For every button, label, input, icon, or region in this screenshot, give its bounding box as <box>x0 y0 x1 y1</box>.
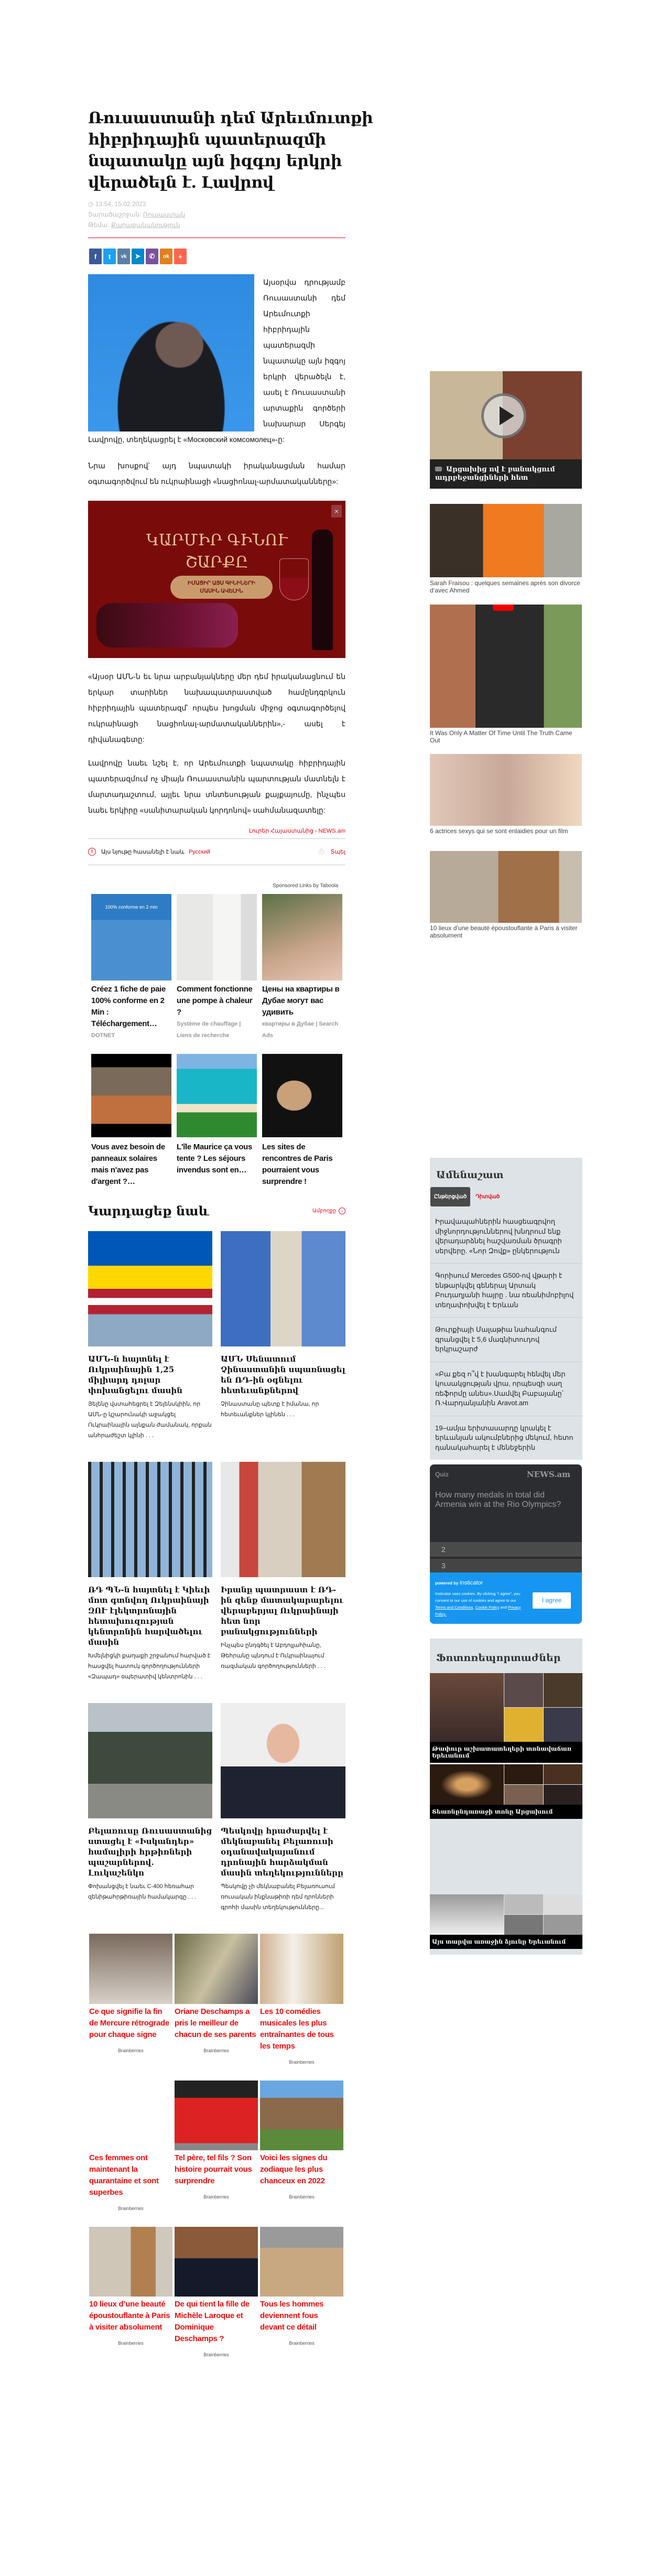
article-meta <box>88 199 345 230</box>
read-more-heading: Կարդացեք նաև <box>88 1203 209 1219</box>
photo-report-caption: Թափուր աշխատատեղերի տոնավաճառ Երեւանում <box>430 1742 582 1763</box>
print-icon[interactable]: ⎙ <box>318 847 324 856</box>
read-more-header <box>88 1203 345 1219</box>
sponsored-card[interactable] <box>262 1054 342 1188</box>
promo-title: 10 lieux d’une beauté époustouflante à Paris à visiter absolument <box>89 2300 170 2332</box>
news-image <box>88 1703 212 1818</box>
promo-image <box>430 851 582 923</box>
cookie-consent <box>430 1572 582 1624</box>
viber-icon[interactable]: ✆ <box>146 249 158 264</box>
twitter-icon[interactable]: t <box>103 249 116 264</box>
promo-title: De qui tient la fille de Michèle Laroque et Dominique Deschamps ? <box>175 2300 250 2343</box>
read-more-grid <box>88 1231 345 1913</box>
sponsored-card[interactable] <box>91 1054 171 1188</box>
list-item[interactable]: Թուրքիայի Մալաթիա նահանգում գրանցվել է 5,6 մագնիտուդով երկրաշարժ <box>430 1318 582 1362</box>
sidebar-promo[interactable] <box>430 754 582 835</box>
news-title: ՌԴ ՊՆ-ն հայտնել է Կիեւի մոտ գտնվող Ուկրաինայի ԶՈՒ էլեկտրոնային հետախուզության կենտրոնին հարվածելու մասին <box>88 1585 210 1647</box>
promo-image <box>260 1934 343 2004</box>
promo-source: Brainberries <box>289 2341 315 2346</box>
sponsored-grid <box>88 894 345 1188</box>
promo-source: Brainberries <box>203 2352 229 2357</box>
article-paragraph: Նրա խոսքով՝ այդ նպատակի իրականացման համար օգտագործվում են ուկրաինացի «նացիոնալ-արմատականները»: <box>88 461 345 486</box>
sponsored-card[interactable] <box>177 894 257 1041</box>
photo-report-caption: Այս տարվա առաջին ձյունը Երեւանում <box>430 1935 582 1949</box>
topic-link[interactable]: Քաղաքականություն <box>111 221 180 229</box>
sponsored-source: квартиры в Дубае | Search Ads <box>262 1021 338 1039</box>
tab-most-viewed[interactable]: Դիտված <box>475 1194 500 1200</box>
promo-card[interactable] <box>260 1934 343 2065</box>
youtube-icon <box>493 605 514 611</box>
news-title: Պեսկովը հրաժարվել է մեկնաբանել Բելառուսի օդանավակայանում դրոնային հարձակման մասին տեղեկությունները <box>221 1826 344 1878</box>
article-paragraph: «Այսօր ԱՄՆ-ն եւ նրա արբանյակները մեր դեմ իրականացնում են երկար տարիներ նախապատրաստված համընդգրկուն հիբրիդային պատերազմ՝ որպես խոցման միջոց օգտագործելով ուկրաինացի նացիոնալ-արմատականներին»,- ասել է դիվանագետը: <box>88 672 345 743</box>
quiz-widget[interactable] <box>430 1464 582 1624</box>
news-logo: NEWS.am <box>526 1470 570 1479</box>
quiz-option[interactable]: 2 <box>430 1542 582 1557</box>
sponsored-title: L'île Maurice ça vous tente ? Les séjours invendus sont en… <box>177 1143 252 1174</box>
promo-caption: 6 actrices sexys qui se sont enlaidies pour un film <box>430 827 568 835</box>
ad-cta-button[interactable]: ԻՄԱՑԻՐ ԱՅՍ ԳԻՆԻՆԵՐԻ ՄԱՍԻՆ ԱՎԵԼԻՆ <box>170 576 273 599</box>
promo-source: Brainberries <box>289 2060 315 2065</box>
article-body <box>88 274 345 818</box>
promo-image <box>430 754 582 826</box>
region-label: Տարածաշրջան: <box>88 211 142 218</box>
video-caption: Արցախից ով է բանակցում ադրբեջանցիների հետ <box>435 466 555 482</box>
video-thumbnail <box>430 371 582 459</box>
sidebar-promo[interactable] <box>430 605 582 744</box>
sponsored-image <box>177 894 257 980</box>
article-photo <box>88 274 254 432</box>
promo-title: Ce que signifie la fin de Mercure rétrograde pour chaque signe <box>89 2007 169 2039</box>
sidebar-promo[interactable] <box>430 851 582 939</box>
language-notice <box>88 839 345 865</box>
video-block[interactable] <box>430 371 582 489</box>
photo-report[interactable] <box>430 1764 582 1819</box>
plus-icon[interactable]: + <box>174 249 187 264</box>
cookie-policy-link[interactable]: Cookie Policy <box>475 1605 500 1610</box>
promo-source: Brainberries <box>289 2194 315 2200</box>
sponsored-card[interactable] <box>91 894 171 1041</box>
promo-image <box>260 2227 343 2297</box>
quiz-label: Quiz <box>435 1471 449 1478</box>
facebook-icon[interactable]: f <box>89 249 102 264</box>
news-desc: Յելենը վստահեցրել է Զելենսկիին, որ ԱՄՆ-ը կշարունակի աջակցել Ուկրաինային այնքան ժամանակ, որքան անհրաժեշտ կլինի . . . <box>88 1401 212 1439</box>
promo-card[interactable] <box>260 2081 343 2211</box>
promo-title: Oriane Deschamps a pris le meilleur de chacun de ses parents <box>175 2007 256 2039</box>
consent-body: Insticator uses cookies. By clicking “I agree”, you consent to our use of cookies and agree to our <box>435 1591 521 1603</box>
sponsored-title: Créez 1 fiche de paie 100% conforme en 2 Min : Téléchargement… <box>91 985 166 1028</box>
news-card[interactable] <box>88 1462 212 1682</box>
sponsored-image <box>262 894 342 980</box>
telegram-icon[interactable]: ➤ <box>132 249 144 264</box>
sponsored-card[interactable] <box>177 1054 257 1188</box>
vk-icon[interactable]: vk <box>117 249 130 264</box>
sponsored-title: Vous avez besoin de panneaux solaires mais n'avez pas d'argent ?… <box>91 1143 165 1186</box>
share-bar <box>88 249 345 264</box>
sponsored-card[interactable] <box>262 894 342 1041</box>
wine-glass-image <box>279 558 309 600</box>
promo-card[interactable] <box>89 2227 172 2357</box>
news-desc: Փոխանցվել է նաեւ C-400 հեռահար զենիթահրթիռային համակարգը . . . <box>88 1883 197 1900</box>
news-title: ԱՄՆ Սենատում Չինաստանին սպառնացել են ՌԴ-ին օգնելու հետեւանքներով <box>221 1354 345 1395</box>
promo-grid <box>88 1934 345 2357</box>
article-paragraph: Լավրովը նաեւ նշել է, որ Արեւմուտքի նպատակը հիբրիդային պատերազմում ոչ միայն Ռուսաստանին պարտության մատնելն է մարտադաշտում, այլեւ նրա տնտեսության քայքայումը, ինչպես նաեւ երկիրը «սանիտարական կորդոնով» սահմանազատելը: <box>88 759 345 814</box>
terms-link[interactable]: Terms and Conditions <box>435 1605 473 1610</box>
photo-reports-heading: Ֆոտոռեպորտաժներ <box>436 1652 561 1664</box>
promo-image <box>260 2081 343 2150</box>
play-icon[interactable] <box>481 393 526 438</box>
photo-report-caption: Տեառնընդառաջի տոնը Արցախում <box>430 1805 582 1819</box>
video-icon <box>435 467 442 471</box>
promo-card[interactable] <box>89 2081 172 2211</box>
list-item[interactable]: «Բա քեզ ո՞վ է խանգարել հենվել մեր կուսակցության վրա, որպեսզի սաղ ռեֆորմը անես».Սամվել Բաբայանը՝ Ռ.Վարդանյանին Aravot.am <box>430 1362 582 1416</box>
sponsored-image <box>91 894 171 980</box>
sidebar-lower <box>430 1158 582 1955</box>
quiz-option[interactable]: 3 <box>430 1559 582 1572</box>
region-link[interactable]: Ռուսաստան <box>143 211 186 218</box>
article-source: Լուրեր Հայաստանից - NEWS.am <box>248 828 345 834</box>
clock-icon: ◷ <box>88 200 94 208</box>
read-more-all-link[interactable] <box>312 1208 345 1214</box>
alert-icon: ! <box>88 848 96 856</box>
privacy-link[interactable]: Privacy Policy. <box>435 1605 521 1616</box>
news-image <box>221 1462 345 1577</box>
photo-report[interactable] <box>430 1894 582 1949</box>
russian-version-link[interactable]: Русский <box>188 848 210 855</box>
promo-caption: Sarah Fraisou : quelques semaines après son divorce d’avec Ahmed <box>430 579 580 594</box>
close-icon[interactable]: × <box>331 505 342 518</box>
news-desc: Խմելնիցկի քաղաքի շրջանում հարված է հասցվել հատուկ գործողությունների «Զապադ» օպերատիվ կենտրոնին . . . <box>88 1653 211 1680</box>
promo-image <box>430 504 582 577</box>
promo-title: Les 10 comédies musicales les plus entraînantes de tous les temps <box>260 2007 334 2051</box>
list-item[interactable]: 19–ամյա երիտասարդը կրակել է երևանյան ակումբներից մեկում, հետո դանակահարել է մենեջերին <box>435 1424 573 1451</box>
odnoklassniki-icon[interactable]: ok <box>160 249 172 264</box>
news-desc: Չինաստանը պետք է իմանա, որ հետեւանքներ կլինեն . . . <box>221 1401 319 1418</box>
ad-text: 100% conforme en 2 min <box>105 904 158 910</box>
list-item[interactable]: Իրավապահներին հասցեագրվող միջնորդություններով խնդրում ենք վերադարձնել հաշվառման ծրագրի սերվերը. «Նոր Զովք» ընկերություն <box>430 1210 582 1264</box>
all-link-label: Ամբողջը <box>312 1208 336 1214</box>
promo-source: Brainberries <box>118 2341 144 2346</box>
wine-bottle-image <box>312 530 333 650</box>
taboola-header[interactable]: Sponsored Links by Taboola <box>273 883 339 889</box>
news-card[interactable] <box>221 1231 345 1441</box>
news-card[interactable] <box>88 1231 212 1441</box>
photo-reports-box <box>430 1639 582 1955</box>
promo-title: Tel père, tel fils ? Son histoire pourrait vous surprendre <box>175 2153 252 2185</box>
promo-card[interactable] <box>175 2081 258 2211</box>
promo-image <box>430 605 582 728</box>
insticator-logo: Insticator <box>459 1580 483 1586</box>
news-image <box>221 1231 345 1346</box>
promo-caption: It Was Only A Matter Of Time Until The Truth Came Out <box>430 729 572 744</box>
also-available-label: Այս նյութը հասանելի է նաև <box>101 849 185 855</box>
news-card[interactable] <box>88 1703 212 1913</box>
news-title: ԱՄՆ-ն հայտնել է Ուկրաինային 1,25 միլիարդ դոլար փոխանցելու մասին <box>88 1354 183 1395</box>
promo-source: Brainberries <box>203 2194 229 2200</box>
sponsored-image <box>177 1054 257 1137</box>
promo-source: Brainberries <box>203 2048 229 2053</box>
promo-image <box>89 2227 172 2297</box>
news-image <box>221 1703 345 1818</box>
promo-image <box>175 1934 258 2004</box>
sponsored-source: DOTNET <box>91 1032 115 1039</box>
news-image <box>88 1231 212 1346</box>
most-read-box <box>430 1158 582 1460</box>
news-title: Իրանը պատրաստ է ՌԴ-ին զենք մատակարարելու վերաբերյալ Ուկրաինայի հետ նոր բանակցությունների <box>221 1585 343 1636</box>
promo-title: Voici les signes du zodiaque les plus chanceux en 2022 <box>260 2153 328 2185</box>
news-desc: Ինչպես ընդգծել է Աբդոլլահիանը, Թեհրանը պնդում է Ուկրաինայում ռազմական գործողությունների . . . <box>221 1642 326 1669</box>
promo-card[interactable] <box>260 2227 343 2357</box>
and-text: and <box>500 1605 507 1610</box>
article-title: Ռուսաստանի դեմ Արեւմուտքի հիբրիդային պատերազմի նպատակը այն իզգոյ երկրի վերածելն է. Լավրով <box>88 109 373 192</box>
promo-title: Ces femmes ont maintenant la quarantaine et sont superbes <box>89 2153 159 2197</box>
wine-ad-banner[interactable] <box>88 501 345 658</box>
sponsored-source: Système de chauffage | Liens de recherche <box>177 1021 241 1039</box>
ad-headline-1: ԿԱՐՄԻՐ ԳԻՆՈՒ <box>146 531 288 549</box>
most-read-heading: Ամենաշատ <box>436 1169 504 1181</box>
print-link[interactable]: Տպել <box>330 849 345 855</box>
agree-button[interactable]: I agree <box>533 1592 571 1609</box>
list-item[interactable]: Գորիսում Mercedes G500-ով վթարի է ենթարկվել գեներալ Արտակ Բուդաղյանի հայրը . նա ռեանիմոբիլով տեղափոխվել է Երևան <box>430 1264 582 1318</box>
news-title: Բելառուսը Ռուսաստանից ստացել է «Իսկանդեր» համալիրի հրթիռների պաշարներով. Լուկաշենկո <box>88 1826 212 1878</box>
promo-image <box>175 2081 258 2150</box>
main-column <box>88 107 373 2357</box>
promo-image <box>89 1934 172 2004</box>
sponsored-image <box>262 1054 342 1137</box>
ad-headline-2: ՇԱՐՔԸ <box>185 553 248 572</box>
promo-title: Tous les hommes deviennent fous devant ce détail <box>260 2300 324 2332</box>
sponsored-title: Les sites de rencontres de Paris pourraient vous surprendre ! <box>262 1143 333 1186</box>
news-card[interactable] <box>221 1462 345 1682</box>
tab-most-read[interactable]: Ընթերցված <box>430 1187 470 1206</box>
consent-text: Insticator uses cookies. By clicking “I agree”, you consent to our use of cookies and agree to our Terms and Conditions, Cookie Policy and Privacy Policy. <box>435 1591 521 1616</box>
news-desc: Պեսկովը չի մեկնաբանել Բելառուսում ռուսական ինքնաթիռի դեմ դրոնների գրոհի մասին տեղեկությունները... <box>221 1883 335 1911</box>
article-intro: Այսօրվա դրությամբ Ռուսաստանի դեմ Արեւմուտքի հիբրիդային պատերազմի նպատակը այն իզգոյ երկրի վերածելն է, ասել է Ռուսաստանի արտաքին գործերի նախարար Սերգեյ Լավրովը, տեղեկացրել է «Московский комсомолец»-ը: <box>88 278 345 444</box>
news-card[interactable] <box>221 1703 345 1913</box>
news-image <box>88 1462 212 1577</box>
chevron-right-icon: › <box>339 1208 345 1214</box>
article-datetime: 13:54, 15.02.2023 <box>95 200 146 208</box>
promo-image <box>175 2227 258 2297</box>
promo-card[interactable] <box>175 1934 258 2065</box>
photo-report[interactable] <box>430 1673 582 1763</box>
wine-bottles-image <box>96 603 238 648</box>
topic-label: Թեմա: <box>88 221 110 229</box>
quiz-question: How many medals in total did Armenia win at the Rio Olympics? <box>435 1491 561 1509</box>
sidebar-promo[interactable] <box>430 504 582 594</box>
sponsored-title: Цены на квартиры в Дубае могут вас удивить <box>262 985 340 1017</box>
promo-caption: 10 lieux d’une beauté époustouflante à Paris à visiter absolument <box>430 924 578 939</box>
promo-source: Brainberries <box>118 2206 144 2211</box>
sponsored-image <box>91 1054 171 1137</box>
promo-source: Brainberries <box>118 2048 144 2053</box>
promo-card[interactable] <box>175 2227 258 2357</box>
sponsored-title: Comment fonctionne une pompe à chaleur ? <box>177 985 253 1017</box>
powered-by-label: powered by <box>435 1581 459 1586</box>
promo-card[interactable] <box>89 1934 172 2065</box>
